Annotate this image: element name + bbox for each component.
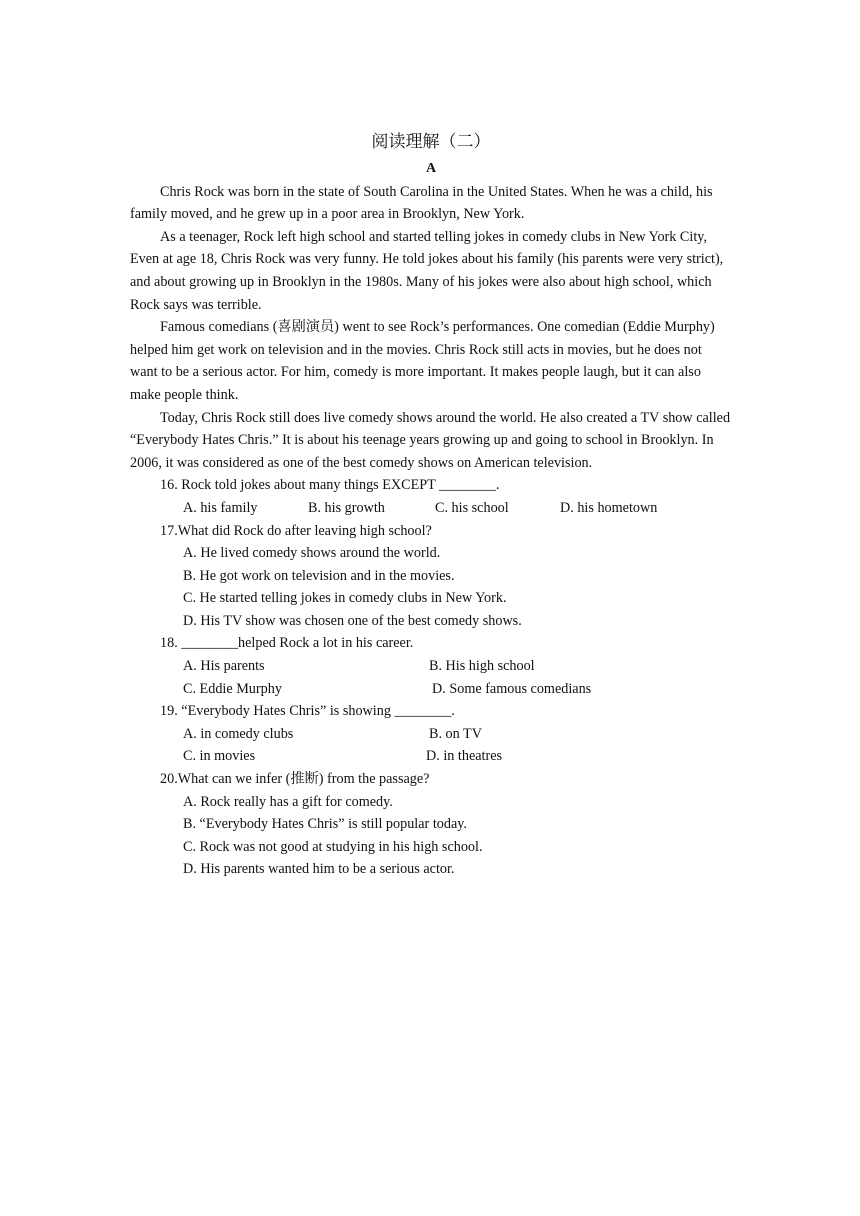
q20-option-c: C. Rock was not good at studying in his high school. xyxy=(183,838,483,855)
q20-option-a: A. Rock really has a gift for comedy. xyxy=(183,793,393,810)
passage-paragraph-3: Famous comedians (喜剧演员) went to see Rock’s performances. One comedian (Eddie Murphy) helped him get work on television and in the movies. Chris Rock still acts in movies, but he does not want to be a serious actor. For him, comedy is more important. It makes people laugh, but it can also make people think. xyxy=(130,319,715,403)
question-16-options xyxy=(130,497,732,520)
document-title: 阅读理解（二） xyxy=(371,132,491,152)
q19-option-c: C. in movies xyxy=(183,748,256,765)
q17-option-c: C. He started telling jokes in comedy clubs in New York. xyxy=(183,590,507,607)
q20-option-d: D. His parents wanted him to be a serious actor. xyxy=(183,861,455,878)
q19-option-b: B. on TV xyxy=(429,725,482,742)
q17-option-d: D. His TV show was chosen one of the best comedy shows. xyxy=(183,612,522,629)
q19-option-d: D. in theatres xyxy=(426,748,503,765)
question-17-stem: 17.What did Rock do after leaving high school? xyxy=(160,522,432,539)
section-label: A xyxy=(425,161,437,176)
q17-option-b: B. He got work on television and in the movies. xyxy=(183,567,455,584)
q18-option-c: C. Eddie Murphy xyxy=(183,680,282,697)
question-16-stem: 16. Rock told jokes about many things EXCEPT ________. xyxy=(160,477,500,494)
q16-option-b: B. his growth xyxy=(308,499,385,516)
question-20-stem: 20.What can we infer (推断) from the passage? xyxy=(160,771,430,788)
q16-option-a: A. his family xyxy=(183,499,258,516)
q16-option-c: C. his school xyxy=(435,499,509,516)
passage-paragraph-4: Today, Chris Rock still does live comedy shows around the world. He also created a TV show called “Everybody Hates Chris.” It is about his teenage years growing up and going to school in Brooklyn. In 2006, it was considered as one of the best comedy shows on American television. xyxy=(130,409,731,471)
question-18-stem: 18. ________helped Rock a lot in his career. xyxy=(160,635,414,652)
question-19-stem: 19. “Everybody Hates Chris” is showing ________. xyxy=(160,703,455,720)
question-18-options xyxy=(130,655,732,700)
question-19-options xyxy=(130,723,732,768)
q18-option-b: B. His high school xyxy=(429,658,535,675)
q17-option-a: A. He lived comedy shows around the world. xyxy=(183,545,441,562)
q16-option-d: D. his hometown xyxy=(560,499,658,516)
document-page xyxy=(130,130,732,881)
q19-option-a: A. in comedy clubs xyxy=(183,725,294,742)
q20-option-b: B. “Everybody Hates Chris” is still popular today. xyxy=(183,816,467,833)
passage-paragraph-2: As a teenager, Rock left high school and started telling jokes in comedy clubs in New York City, Even at age 18, Chris Rock was very funny. He told jokes about his family (his parents were very strict), and about growing up in Brooklyn in the 1980s. Many of his jokes were also about high school, which Rock says was terrible. xyxy=(130,228,724,313)
passage-paragraph-1: Chris Rock was born in the state of South Carolina in the United States. When he was a child, his family moved, and he grew up in a poor area in Brooklyn, New York. xyxy=(130,183,713,223)
q18-option-d: D. Some famous comedians xyxy=(432,680,592,697)
q18-option-a: A. His parents xyxy=(183,658,265,675)
